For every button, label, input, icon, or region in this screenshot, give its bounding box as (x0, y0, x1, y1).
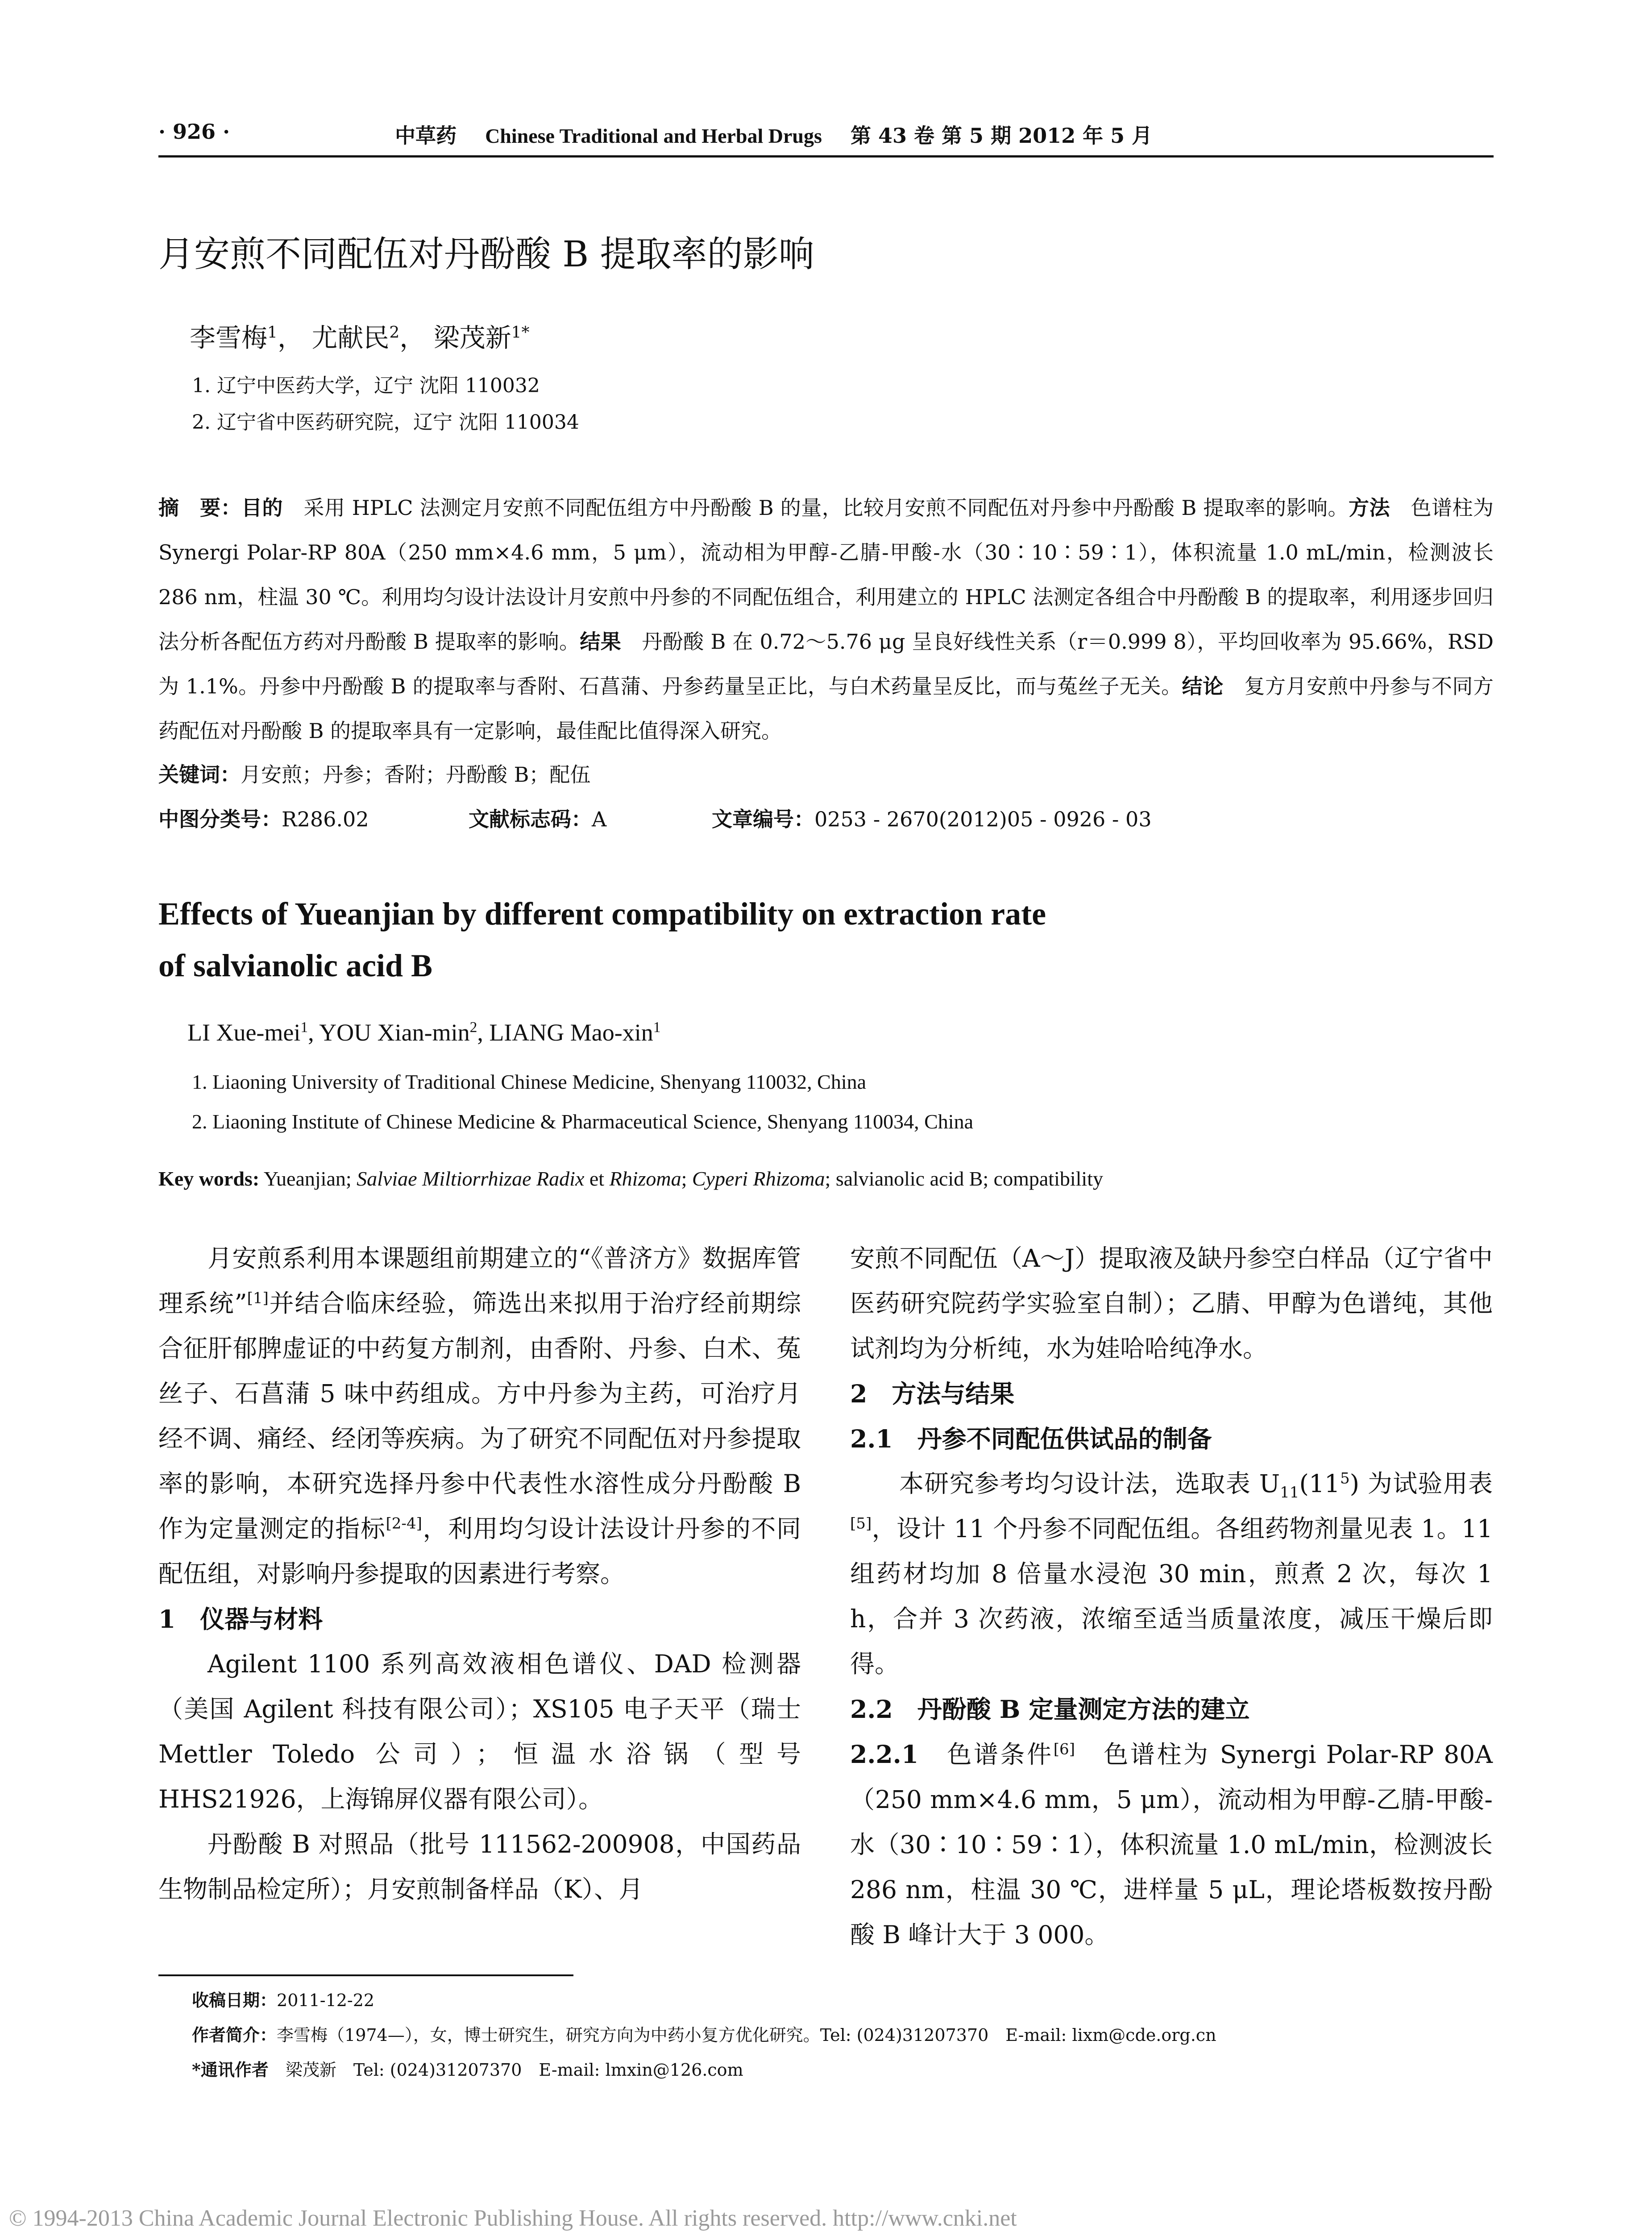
authors-en: LI Xue-mei$^1$, YOU Xian-$\min^2$, LIANG Mao-xin$^1$ (187, 1019, 661, 1046)
subsection-heading: 2.1 丹参不同配伍供试品的制备 (850, 1424, 1212, 1453)
paragraph: 丹酚酸 B 对照品（批号 111562-200908，中国药品生物制品检定所）；月安煎制备样品（K）、月 (158, 1830, 801, 1903)
journal-title (395, 120, 1152, 149)
section-heading: 1 仪器与材料 (158, 1605, 323, 1634)
author-name: 尤献民 (311, 323, 390, 353)
author-name: 李雪梅 (190, 323, 268, 353)
journal-title-cn: 中草药 (395, 124, 457, 148)
affiliation-cn-1: 1. 辽宁中医药大学，辽宁 沈阳 110032 (192, 374, 540, 397)
footnote-rule (158, 1974, 573, 1976)
footnote-received: 收稿日期：2011-12-22 (192, 1990, 375, 2010)
author-name: 梁茂新 (433, 323, 511, 353)
article-title-cn: 月安煎不同配伍对丹酚酸 B 提取率的影响 (158, 233, 814, 275)
keywords-en: Key words: Yueanjian; Salviae Miltiorrhizae Radix et Rhizoma; Cyperi Rhizoma; salvianolic acid B; compatibility (158, 1167, 1103, 1190)
affiliation-cn-2: 2. 辽宁省中医药研究院，辽宁 沈阳 110034 (192, 411, 579, 434)
keywords-cn: 关键词：月安煎；丹参；香附；丹酚酸 B；配伍 (158, 763, 591, 787)
document-code: 文献标志码：A (469, 807, 607, 831)
body-column-left (158, 1236, 801, 1912)
paragraph: Agilent 1100 系列高效液相色谱仪、DAD 检测器（美国 Agilent 科技有限公司）；XS105 电子天平（瑞士 Mettler Toledo 公司）；恒温水浴锅（型号 HHS21926，上海锦屏仪器有限公司）。 (158, 1650, 801, 1813)
footnote-corresponding: *通讯作者 梁茂新 Tel: (024)31207370 E-mail: lmxin@126.com (192, 2060, 743, 2080)
affiliation-en-1: 1. Liaoning University of Traditional Chinese Medicine, Shenyang 110032, China (192, 1070, 867, 1093)
clc-number: 中图分类号：R286.02 (158, 807, 369, 831)
body-column-right (850, 1236, 1493, 1957)
authors-cn: 李雪梅$^1$， 尤献民$^2$， 梁茂新$^{1*}$ (190, 323, 530, 353)
subsection-heading: 2.2 丹酚酸 B 定量测定方法的建立 (850, 1695, 1250, 1724)
section-heading: 2 方法与结果 (850, 1379, 1015, 1408)
paragraph: 安煎不同配伍（A～J）提取液及缺丹参空白样品（辽宁省中医药研究院药学实验室自制）；乙腈、甲醇为色谱纯，其他试剂均为分析纯，水为娃哈哈纯净水。 (850, 1244, 1493, 1363)
paragraph: 本研究参考均匀设计法，选取表 $U_{11}(11^5)$ 为试验用表[5]，设计 11 个丹参不同配伍组。各组药物剂量见表 1。11 组药材均加 8 倍量水浸泡 30 min，煎煮 2 次，每次 1 h，合并 3 次药液，浓缩至适当质量浓度，减压干燥后即得。 (850, 1469, 1493, 1678)
page-number: · 926 · (158, 120, 230, 144)
journal-title-en: Chinese Traditional and Herbal Drugs (485, 124, 822, 147)
copyright-notice: © 1994-2013 China Academic Journal Electronic Publishing House. All rights reserved. http://www.cnki.net (9, 2206, 1017, 2231)
abstract-cn: 摘 要：目的 采用 HPLC 法测定月安煎不同配伍组方中丹酚酸 B 的量，比较月安煎不同配伍对丹参中丹酚酸 B 提取率的影响。方法 色谱柱为 Synergi Polar-RP 80A（250 mm×4.6 mm，5 μm），流动相为甲醇-乙腈-甲酸-水（30∶10∶59∶1），体积流量 1.0 mL/min，检测波长 286 nm，柱温 30 ℃。利用均匀设计法设计月安煎中丹参的不同配伍组合，利用建立的 HPLC 法测定各组合中丹酚酸 B 的提取率，利用逐步回归法分析各配伍方药对丹酚酸 B 提取率的影响。结果 丹酚酸 B 在 0.72～5.76 μg 呈良好线性关系（r＝0.999 8），平均回收率为 95.66%，RSD 为 1.1%。丹参中丹酚酸 B 的提取率与香附、石菖蒲、丹参药量呈正比，与白术药量呈反比，而与菟丝子无关。结论 复方月安煎中丹参与不同方药配伍对丹酚酸 B 的提取率具有一定影响，最佳配比值得深入研究。 (158, 496, 1494, 743)
issue-info: 第 43 卷 第 5 期 2012 年 5 月 (850, 124, 1153, 148)
article-number: 文章编号：0253 - 2670(2012)05 - 0926 - 03 (712, 807, 1152, 831)
affiliation-en-2: 2. Liaoning Institute of Chinese Medicine & Pharmaceutical Science, Shenyang 110034, China (192, 1110, 973, 1133)
footnote-author: 作者简介：李雪梅（1974—），女，博士研究生，研究方向为中药小复方优化研究。Tel: (024)31207370 E-mail: lixm@cde.org.cn (192, 2025, 1216, 2045)
paragraph: 月安煎系利用本课题组前期建立的“《普济方》数据库管理系统”[1]并结合临床经验，筛选出来拟用于治疗经前期综合征肝郁脾虚证的中药复方制剂，由香附、丹参、白术、菟丝子、石菖蒲 5 味中药组成。方中丹参为主药，可治疗月经不调、痛经、经闭等疾病。为了研究不同配伍对丹参提取率的影响，本研究选择丹参中代表性水溶性成分丹酚酸 B 作为定量测定的指标[2-4]，利用均匀设计法设计丹参的不同配伍组，对影响丹参提取的因素进行考察。 (158, 1244, 801, 1588)
paragraph: 2.2.1 色谱条件[6] 色谱柱为 Synergi Polar-RP 80A（250 mm×4.6 mm，5 μm），流动相为甲醇-乙腈-甲酸-水（30∶10∶59∶1），体积流量 1.0 mL/min，检测波长 286 nm，柱温 30 ℃，进样量 5 μL，理论塔板数按丹酚酸 B 峰计大于 3 000。 (850, 1740, 1493, 1949)
article-title-en: Effects of Yueanjian by different compatibility on extraction rate of salvianolic acid B (158, 896, 1046, 983)
header-rule (158, 155, 1494, 158)
